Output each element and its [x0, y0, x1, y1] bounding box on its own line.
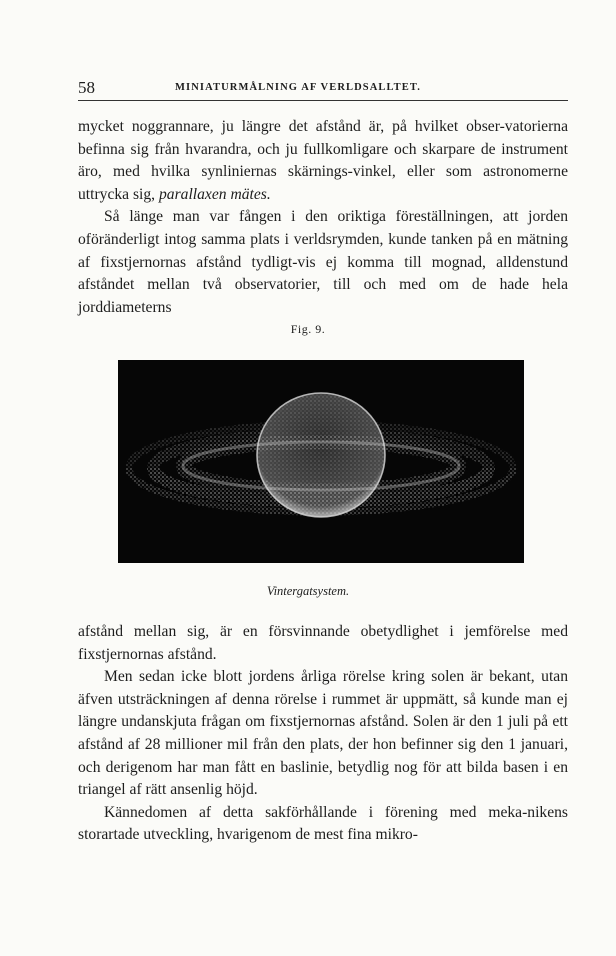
page-number: 58	[78, 78, 95, 97]
body-text-bottom	[78, 621, 568, 847]
paragraph	[78, 116, 568, 206]
page-header	[78, 78, 568, 98]
running-title: MINIATURMÅLNING AF VERLDSALLTET.	[175, 82, 421, 93]
figure-label: Fig. 9.	[290, 322, 326, 336]
paragraph: Så länge man var fången i den oriktiga föreställningen, att jorden oföränderligt intog samma plats i verldsrymden, kunde tanken på en mätning af fixstjernornas afstånd tydligt-vis ej komma till mognad, alldenstund afståndet mellan två observatorier, till och med om de hade hela jorddiameterns	[78, 208, 568, 316]
figure-caption: Vintergatsystem.	[266, 584, 350, 598]
paragraph: Men sedan icke blott jordens årliga rörelse kring solen är bekant, utan äfven utsträckningen af denna rörelse i rummet är uppmätt, så kunde man ej längre undanskjuta frågan om fixstjernornas afstånd. Solen är den 1 juli på ett afstånd af 28 millioner mil från den plats, der hon befinner sig den 1 januari, och derigenom har man fått en baslinie, betydlig nog för att bilda basen i en triangel af rätt ansenlig höjd.	[78, 668, 568, 799]
body-text-top	[78, 116, 568, 319]
emphasis-text: parallaxen mätes.	[158, 185, 271, 203]
paragraph: afstånd mellan sig, är en försvinnande obetydlighet i jemförelse med fixstjernornas afstånd.	[78, 623, 568, 663]
paragraph: Kännedomen af detta sakförhållande i förening med meka-nikens storartade utveckling, hvarigenom de mest fina mikro-	[78, 803, 568, 844]
galaxy-illustration	[118, 360, 524, 563]
header-rule	[78, 100, 568, 101]
paragraph-text: mycket noggrannare, ju längre det afstånd är, på hvilket obser-vatorierna befinna sig från hvarandra, och ju fullkomligare och skarpare de instrument äro, med hvilka synliniernas skärnings-vinkel, eller som astronomerne uttrycka sig,	[78, 118, 568, 203]
galaxy-drawing	[118, 360, 524, 563]
